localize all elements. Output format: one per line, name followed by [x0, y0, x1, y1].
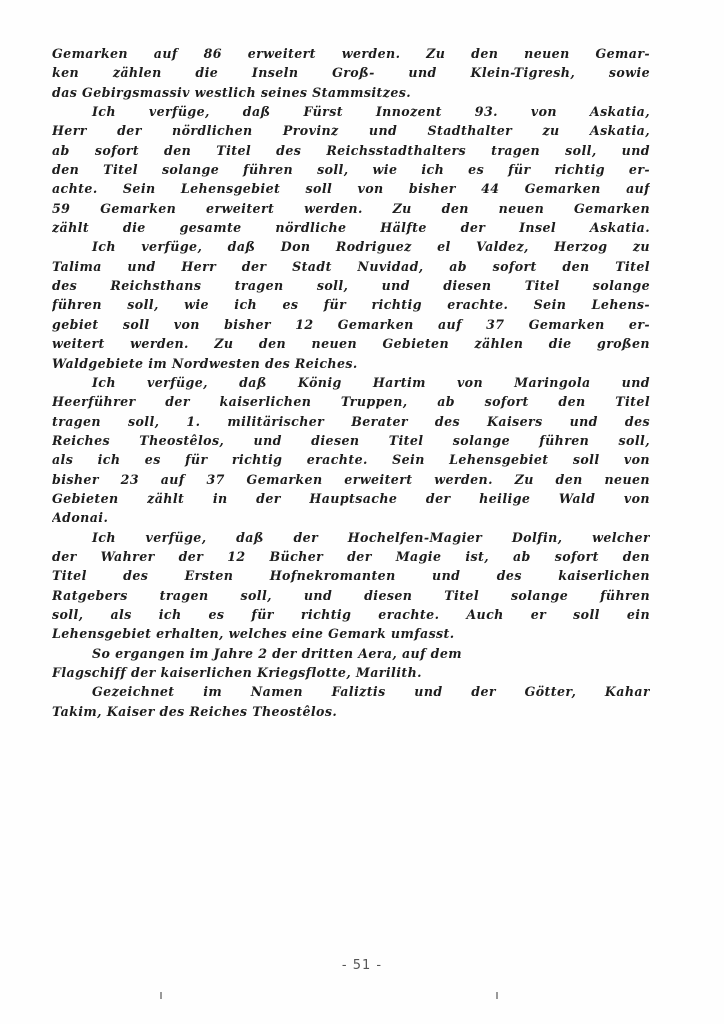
text-line: Reiches Theostêlos, und diesen Titel solange führen soll,	[52, 432, 650, 448]
text-line: Adonai.	[52, 510, 109, 526]
text-line: führen soll, wie ich es für richtig erachte. Sein Lehens-	[52, 297, 650, 313]
paragraph-start-line: So ergangen im Jahre 2 der dritten Aera, auf dem	[92, 645, 463, 661]
paragraph-start-line: Ich verfüge, daß Don Rodriguez el Valdez, Herzog zu	[92, 239, 650, 255]
paragraph-start-line: Ich verfüge, daß König Hartim von Maringola und	[92, 374, 650, 390]
text-line: tragen soll, 1. militärischer Berater des Kaisers und des	[52, 413, 650, 429]
paragraph-start-line: Ich verfüge, daß der Hochelfen-Magier Dolfin, welcher	[92, 529, 650, 545]
text-line: Flagschiff der kaiserlichen Kriegsflotte, Marilith.	[52, 665, 422, 680]
text-line: den Titel solange führen soll, wie ich es für richtig er-	[52, 162, 650, 178]
text-line: ab sofort den Titel des Reichsstadthalters tragen soll, und	[52, 142, 650, 158]
text-line: weitert werden. Zu den neuen Gebieten zählen die großen	[52, 336, 650, 352]
text-line: zählt die gesamte nördliche Hälfte der Insel Askatia.	[52, 220, 650, 236]
text-line: Waldgebiete im Nordwesten des Reiches.	[52, 355, 358, 371]
text-line: Ratgebers tragen soll, und diesen Titel solange führen	[52, 587, 650, 603]
scan-mark	[496, 992, 498, 999]
page-number: - 51 -	[341, 958, 383, 973]
text-line: Lehensgebiet erhalten, welches eine Gemark umfasst.	[52, 626, 455, 642]
text-line: Heerführer der kaiserlichen Truppen, ab sofort den Titel	[52, 394, 650, 410]
text-line: des Reichsthans tragen soll, und diesen Titel solange	[52, 278, 650, 294]
scan-mark	[160, 992, 162, 999]
text-line: 59 Gemarken erweitert werden. Zu den neuen Gemarken	[52, 200, 650, 216]
text-line: als ich es für richtig erachte. Sein Lehensgebiet soll von	[52, 452, 650, 468]
text-line: Gemarken auf 86 erweitert werden. Zu den neuen Gemar-	[52, 46, 650, 61]
signature-line: Gezeichnet im Namen Faliztis und der Götter, Kahar	[92, 684, 650, 700]
text-line: Titel des Ersten Hofnekromanten und des kaiserlichen	[52, 568, 650, 584]
document-body	[52, 44, 650, 721]
signature-line: Takim, Kaiser des Reiches Theostêlos.	[52, 703, 338, 719]
text-line: Herr der nördlichen Provinz und Stadthalter zu Askatia,	[52, 123, 650, 139]
text-line: der Wahrer der 12 Bücher der Magie ist, ab sofort den	[52, 548, 650, 564]
paragraph-start-line: Ich verfüge, daß Fürst Innozent 93. von Askatia,	[92, 104, 650, 120]
text-line: achte. Sein Lehensgebiet soll von bisher 44 Gemarken auf	[52, 181, 650, 197]
text-line: Gebieten zählt in der Hauptsache der heilige Wald von	[52, 490, 650, 506]
text-line: gebiet soll von bisher 12 Gemarken auf 37 Gemarken er-	[52, 316, 650, 332]
text-line: soll, als ich es für richtig erachte. Auch er soll ein	[52, 606, 650, 622]
text-line: bisher 23 auf 37 Gemarken erweitert werden. Zu den neuen	[52, 471, 650, 487]
text-line: das Gebirgsmassiv westlich seines Stammsitzes.	[52, 84, 412, 100]
text-line: ken zählen die Inseln Groß- und Klein-Tigresh, sowie	[52, 65, 650, 81]
text-line: Talima und Herr der Stadt Nuvidad, ab sofort den Titel	[52, 258, 650, 274]
